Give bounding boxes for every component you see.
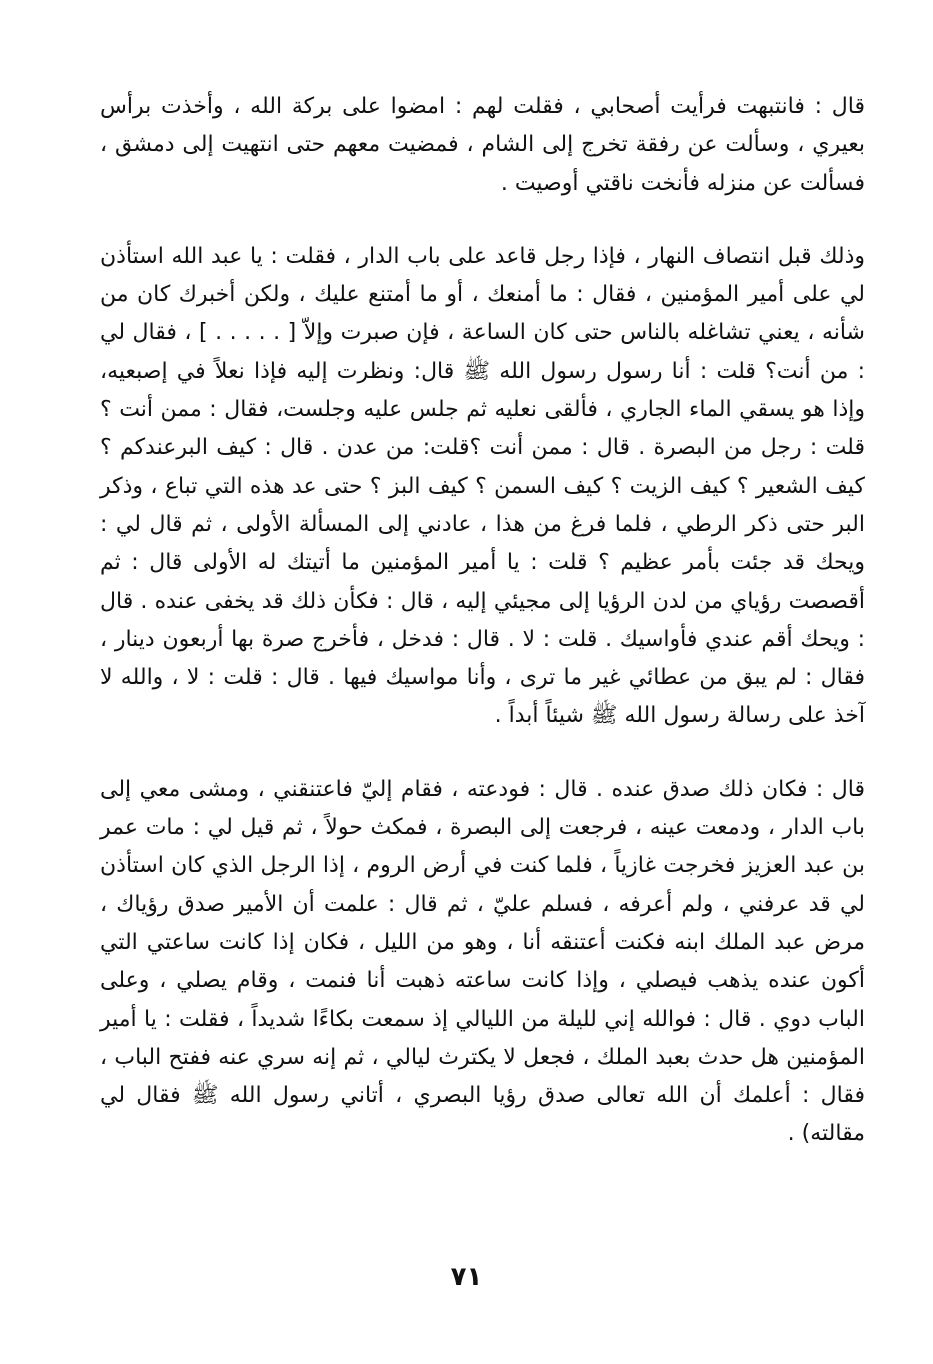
paragraph-2: وذلك قبل انتصاف النهار ، فإذا رجل قاعد على باب الدار ، فقلت : يا عبد الله استأذن لي على أمير المؤمنين ، فقال : ما أمنعك ، أو ما أمتنع عليك ، ولكن أخبرك كان من شأنه ، يعني تشاغله بالناس حتى كان الساعة ، فإن صبرت وإلاّ [ . . . . . ] ، فقال لي : من أنت؟ قلت : أنا رسول رسول الله ﷺ قال: ونظرت إليه فإذا نعلاً في إصبعيه، وإذا هو يسقي الماء الجاري ، فألقى نعليه ثم جلس عليه وجلست، فقال : ممن أنت ؟ قلت : رجل من البصرة . قال : ممن أنت ؟قلت: من عدن . قال : كيف البرعندكم ؟ كيف الشعير ؟ كيف الزيت ؟ كيف السمن ؟ كيف البز ؟ حتى عد هذه التي تباع ، وذكر البر حتى ذكر الرطي ، فلما فرغ من هذا ، عادني إلى المسألة الأولى ، ثم قال لي : ويحك قد جئت بأمر عظيم ؟ قلت : يا أمير المؤمنين ما أتيتك له الأولى قال : ثم أقصصت رؤياي من لدن الرؤيا إلى مجيئي إليه ، قال : فكأن ذلك قد يخفى عنده . قال : ويحك أقم عندي فأواسيك . قلت : لا . قال : فدخل ، فأخرج صرة بها أربعون دينار ، فقال : لم يبق من عطائي غير ما ترى ، وأنا مواسيك فيها . قال : قلت : لا ، والله لا آخذ على رسالة رسول الله ﷺ شيئاً أبداً . <box>100 243 865 729</box>
paragraph-3: قال : فكان ذلك صدق عنده . قال : فودعته ، فقام إليّ فاعتنقني ، ومشى معي إلى باب الدار ، ودمعت عينه ، فرجعت إلى البصرة ، فمكث حولاً ، ثم قيل لي : مات عمر بن عبد العزيز فخرجت غازياً ، فلما كنت في أرض الروم ، إذا الرجل الذي كان استأذن لي قد عرفني ، ولم أعرفه ، فسلم عليّ ، ثم قال : علمت أن الأمير صدق رؤياك ، مرض عبد الملك ابنه فكنت أعتنقه أنا ، وهو من الليل ، فكان إذا كانت ساعتي التي أكون عنده يذهب فيصلي ، وإذا كانت ساعته ذهبت أنا فنمت ، وقام يصلي ، وعلى الباب دوي . قال : فوالله إني لليلة من الليالي إذ سمعت بكاءًا شديداً ، فقلت : يا أمير المؤمنين هل حدث بعبد الملك ، فجعل لا يكترث ليالي ، ثم إنه سري عنه ففتح الباب ، فقال : أعلمك أن الله تعالى صدق رؤيا البصري ، أتاني رسول الله ﷺ فقال لي مقالته) . <box>100 776 865 1147</box>
page-number: ٧١ <box>450 1262 483 1292</box>
page-body-text <box>100 88 865 1154</box>
paragraph-1: قال : فانتبهت فرأيت أصحابي ، فقلت لهم : امضوا على بركة الله ، وأخذت برأس بعيري ، وسألت عن رفقة تخرج إلى الشام ، فمضيت معهم حتى انتهيت إلى دمشق ، فسألت عن منزله فأنخت ناقتي أوصيت . <box>100 94 865 196</box>
